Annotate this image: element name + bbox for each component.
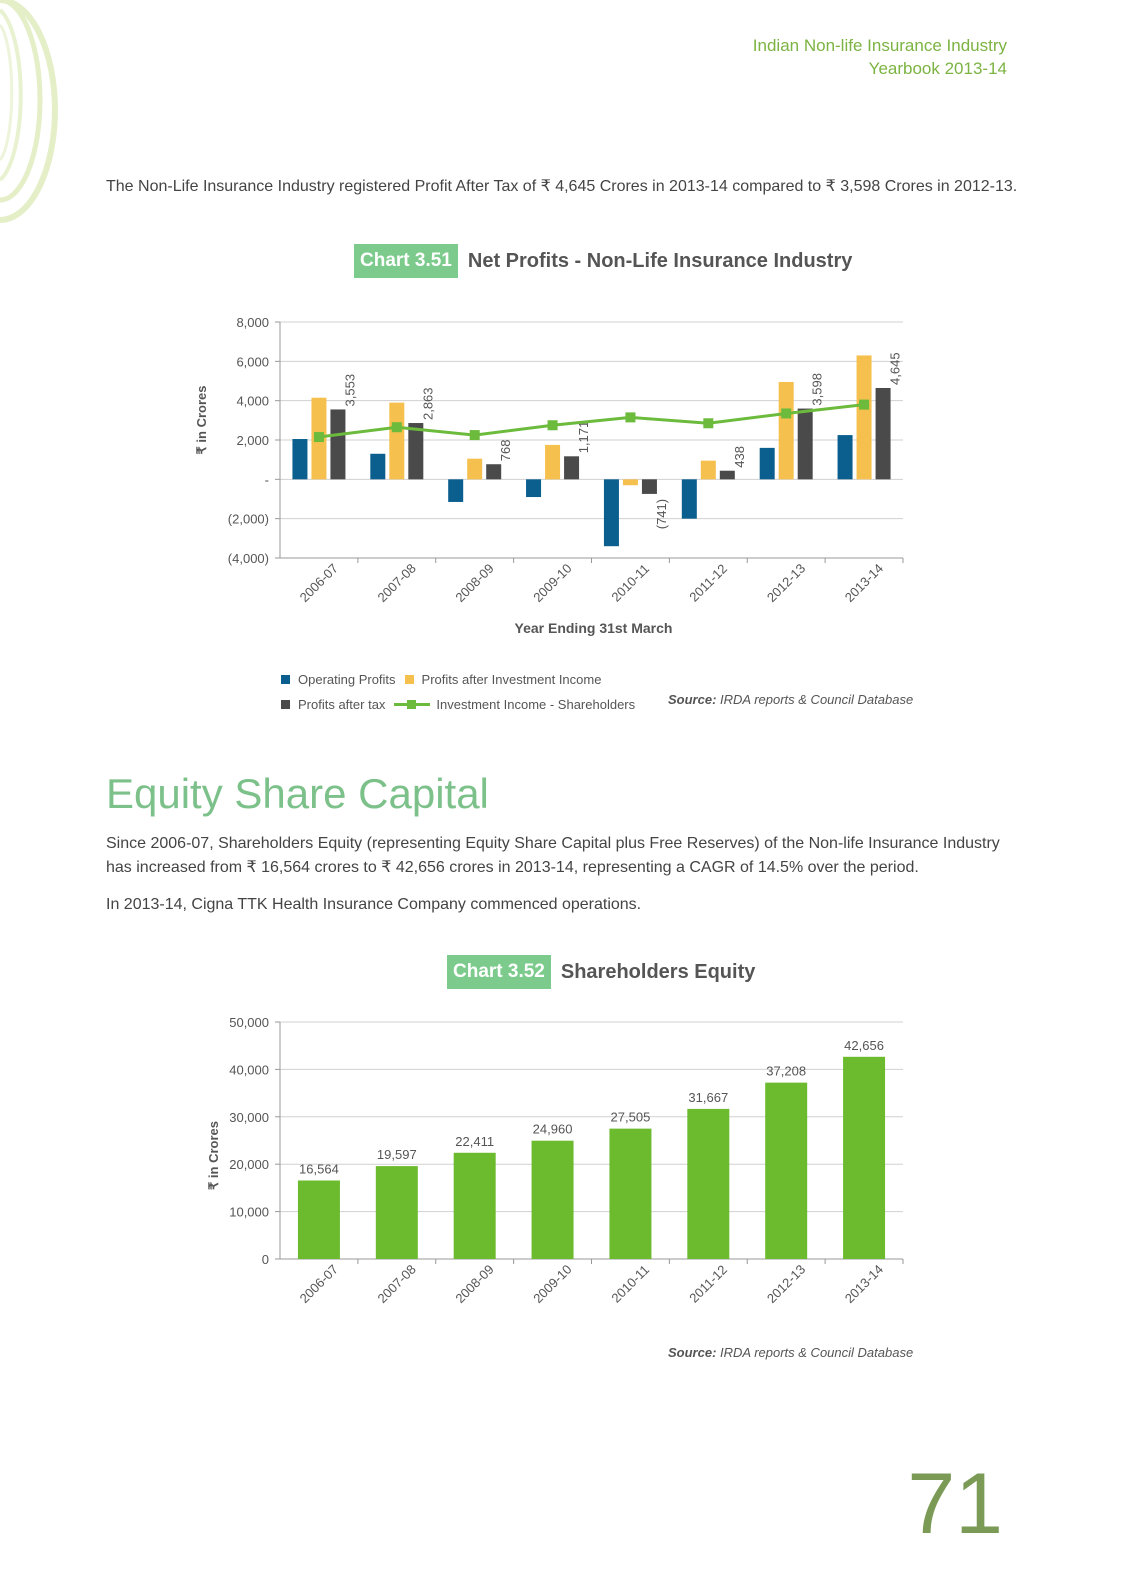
bar-profits-after-tax bbox=[798, 409, 813, 480]
x-tick-label: 2011-12 bbox=[686, 1261, 730, 1306]
y-tick-label: - bbox=[264, 472, 269, 488]
data-label: 3,598 bbox=[809, 373, 825, 406]
data-label: 31,667 bbox=[688, 1089, 729, 1105]
y-tick-label: (2,000) bbox=[227, 511, 269, 527]
bar-equity bbox=[454, 1153, 496, 1259]
intro-text: The Non-Life Insurance Industry registered Profit After Tax of ₹ 4,645 Crores in 2013-14 compared to ₹ 3,598 Crores in 2012-13. bbox=[106, 178, 1018, 195]
bar-operating-profits bbox=[448, 479, 463, 502]
data-label: 27,505 bbox=[610, 1109, 651, 1125]
y-tick-label: (4,000) bbox=[227, 551, 269, 566]
chart1-source: Source: IRDA reports & Council Database bbox=[668, 692, 914, 707]
legend-investment-income: Investment Income - Shareholders bbox=[394, 697, 635, 712]
header-line2: Yearbook 2013-14 bbox=[868, 59, 1007, 78]
bar-equity bbox=[609, 1129, 651, 1259]
data-label: 2,863 bbox=[420, 387, 436, 421]
x-tick-label: 2006-07 bbox=[296, 1261, 341, 1306]
y-tick-label: 8,000 bbox=[236, 315, 269, 330]
bar-profits-after-investment-income bbox=[857, 355, 872, 479]
line-point bbox=[548, 420, 558, 430]
bar-equity bbox=[843, 1057, 885, 1259]
y-tick-label: 40,000 bbox=[229, 1062, 269, 1078]
bar-profits-after-tax bbox=[486, 464, 501, 479]
legend-operating-profits: Operating Profits bbox=[281, 672, 396, 687]
legend-swatch bbox=[281, 700, 290, 709]
y-tick-label: 50,000 bbox=[229, 1015, 269, 1030]
x-tick-label: 2010-11 bbox=[608, 1261, 653, 1306]
chart1-badge: Chart 3.51 bbox=[354, 244, 458, 278]
chart2-label: Shareholders Equity bbox=[560, 960, 756, 983]
bar-operating-profits bbox=[292, 439, 307, 479]
y-tick-label: 4,000 bbox=[236, 393, 269, 409]
y-axis-label: ₹ in Crores bbox=[206, 1121, 221, 1190]
section-title: Equity Share Capital bbox=[106, 770, 489, 817]
x-tick-label: 2012-13 bbox=[763, 1261, 809, 1306]
chart2-title bbox=[447, 955, 755, 989]
legend-swatch bbox=[405, 675, 414, 684]
y-tick-label: 20,000 bbox=[229, 1157, 269, 1173]
line-point bbox=[392, 422, 402, 432]
data-label: 768 bbox=[498, 439, 514, 462]
x-tick-label: 2012-13 bbox=[763, 560, 809, 605]
bar-profits-after-investment-income bbox=[389, 403, 404, 480]
bar-profits-after-investment-income bbox=[701, 461, 716, 480]
y-tick-label: 10,000 bbox=[229, 1204, 269, 1220]
x-tick-label: 2009-10 bbox=[530, 1261, 575, 1306]
line-point bbox=[625, 412, 635, 422]
bar-equity bbox=[532, 1141, 574, 1259]
line-point bbox=[314, 432, 324, 442]
line-point bbox=[470, 430, 480, 440]
x-tick-label: 2008-09 bbox=[452, 560, 497, 605]
bar-profits-after-investment-income bbox=[623, 479, 638, 485]
data-label: 1,171 bbox=[576, 420, 592, 454]
bar-profits-after-tax bbox=[642, 479, 657, 494]
bar-operating-profits bbox=[838, 435, 853, 479]
bar-equity bbox=[298, 1180, 340, 1259]
bar-operating-profits bbox=[682, 479, 697, 518]
y-tick-label: 30,000 bbox=[229, 1109, 269, 1125]
legend-swatch bbox=[281, 675, 290, 684]
legend-line-swatch bbox=[394, 703, 430, 706]
x-tick-label: 2007-08 bbox=[374, 560, 419, 605]
chart2-badge: Chart 3.52 bbox=[447, 955, 551, 989]
bar-operating-profits bbox=[760, 448, 775, 479]
y-tick-label: 2,000 bbox=[236, 433, 269, 448]
line-point bbox=[703, 418, 713, 428]
y-tick-label: 6,000 bbox=[236, 354, 269, 370]
x-tick-label: 2008-09 bbox=[452, 1261, 497, 1306]
bar-operating-profits bbox=[604, 479, 619, 546]
x-tick-label: 2006-07 bbox=[296, 560, 341, 605]
bar-profits-after-tax bbox=[408, 423, 423, 479]
bar-profits-after-tax bbox=[330, 409, 345, 479]
header-line1: Indian Non-life Insurance Industry bbox=[752, 36, 1007, 55]
paragraph-1: Since 2006-07, Shareholders Equity (representing Equity Share Capital plus Free Reserves) of the Non-life Insurance Industry has increased from ₹ 16,564 crores to ₹ 42,656 crores in 2013-14, representing a CAGR of 14.5% over the period. bbox=[106, 835, 1000, 876]
chart1-legend bbox=[281, 667, 644, 717]
line-point bbox=[859, 400, 869, 410]
data-label: (741) bbox=[653, 498, 669, 530]
data-label: 438 bbox=[731, 446, 747, 468]
x-tick-label: 2009-10 bbox=[530, 560, 575, 605]
x-tick-label: 2007-08 bbox=[374, 1261, 419, 1306]
bar-profits-after-tax bbox=[876, 388, 891, 479]
bar-profits-after-tax bbox=[564, 456, 579, 479]
data-label: 19,597 bbox=[376, 1147, 417, 1163]
data-label: 42,656 bbox=[844, 1037, 884, 1053]
net-profits-chart bbox=[0, 0, 1121, 660]
data-label: 24,960 bbox=[532, 1121, 573, 1137]
bar-operating-profits bbox=[526, 479, 541, 497]
bar-equity bbox=[687, 1109, 729, 1259]
bar-profits-after-investment-income bbox=[467, 459, 482, 480]
x-tick-label: 2011-12 bbox=[686, 560, 730, 605]
legend-profits-after-investment: Profits after Investment Income bbox=[405, 672, 602, 687]
bar-profits-after-investment-income bbox=[779, 382, 794, 479]
data-label: 16,564 bbox=[299, 1161, 339, 1177]
x-axis-label: Year Ending 31st March bbox=[514, 620, 673, 636]
legend-profits-after-tax: Profits after tax bbox=[281, 697, 385, 712]
bar-profits-after-tax bbox=[720, 471, 735, 480]
shareholders-equity-chart bbox=[0, 1000, 1121, 1400]
data-label: 22,411 bbox=[455, 1133, 495, 1149]
line-point bbox=[781, 408, 791, 418]
chart2-source: Source: IRDA reports & Council Database bbox=[668, 1345, 914, 1360]
y-tick-label: 0 bbox=[261, 1252, 269, 1267]
paragraph-2: In 2013-14, Cigna TTK Health Insurance Company commenced operations. bbox=[106, 896, 642, 913]
x-tick-label: 2013-14 bbox=[841, 560, 887, 605]
y-axis-label: ₹ in Crores bbox=[194, 385, 209, 455]
bar-equity bbox=[765, 1083, 807, 1259]
data-label: 37,208 bbox=[766, 1063, 807, 1079]
data-label: 3,553 bbox=[342, 373, 358, 407]
bar-equity bbox=[376, 1166, 418, 1259]
bar-profits-after-investment-income bbox=[545, 445, 560, 479]
data-label: 4,645 bbox=[887, 352, 903, 385]
chart1-label: Net Profits - Non-Life Insurance Industry bbox=[467, 249, 853, 272]
bar-operating-profits bbox=[370, 454, 385, 480]
x-tick-label: 2013-14 bbox=[841, 1261, 887, 1306]
page-number: 71 bbox=[907, 1456, 1003, 1552]
x-tick-label: 2010-11 bbox=[608, 560, 653, 605]
